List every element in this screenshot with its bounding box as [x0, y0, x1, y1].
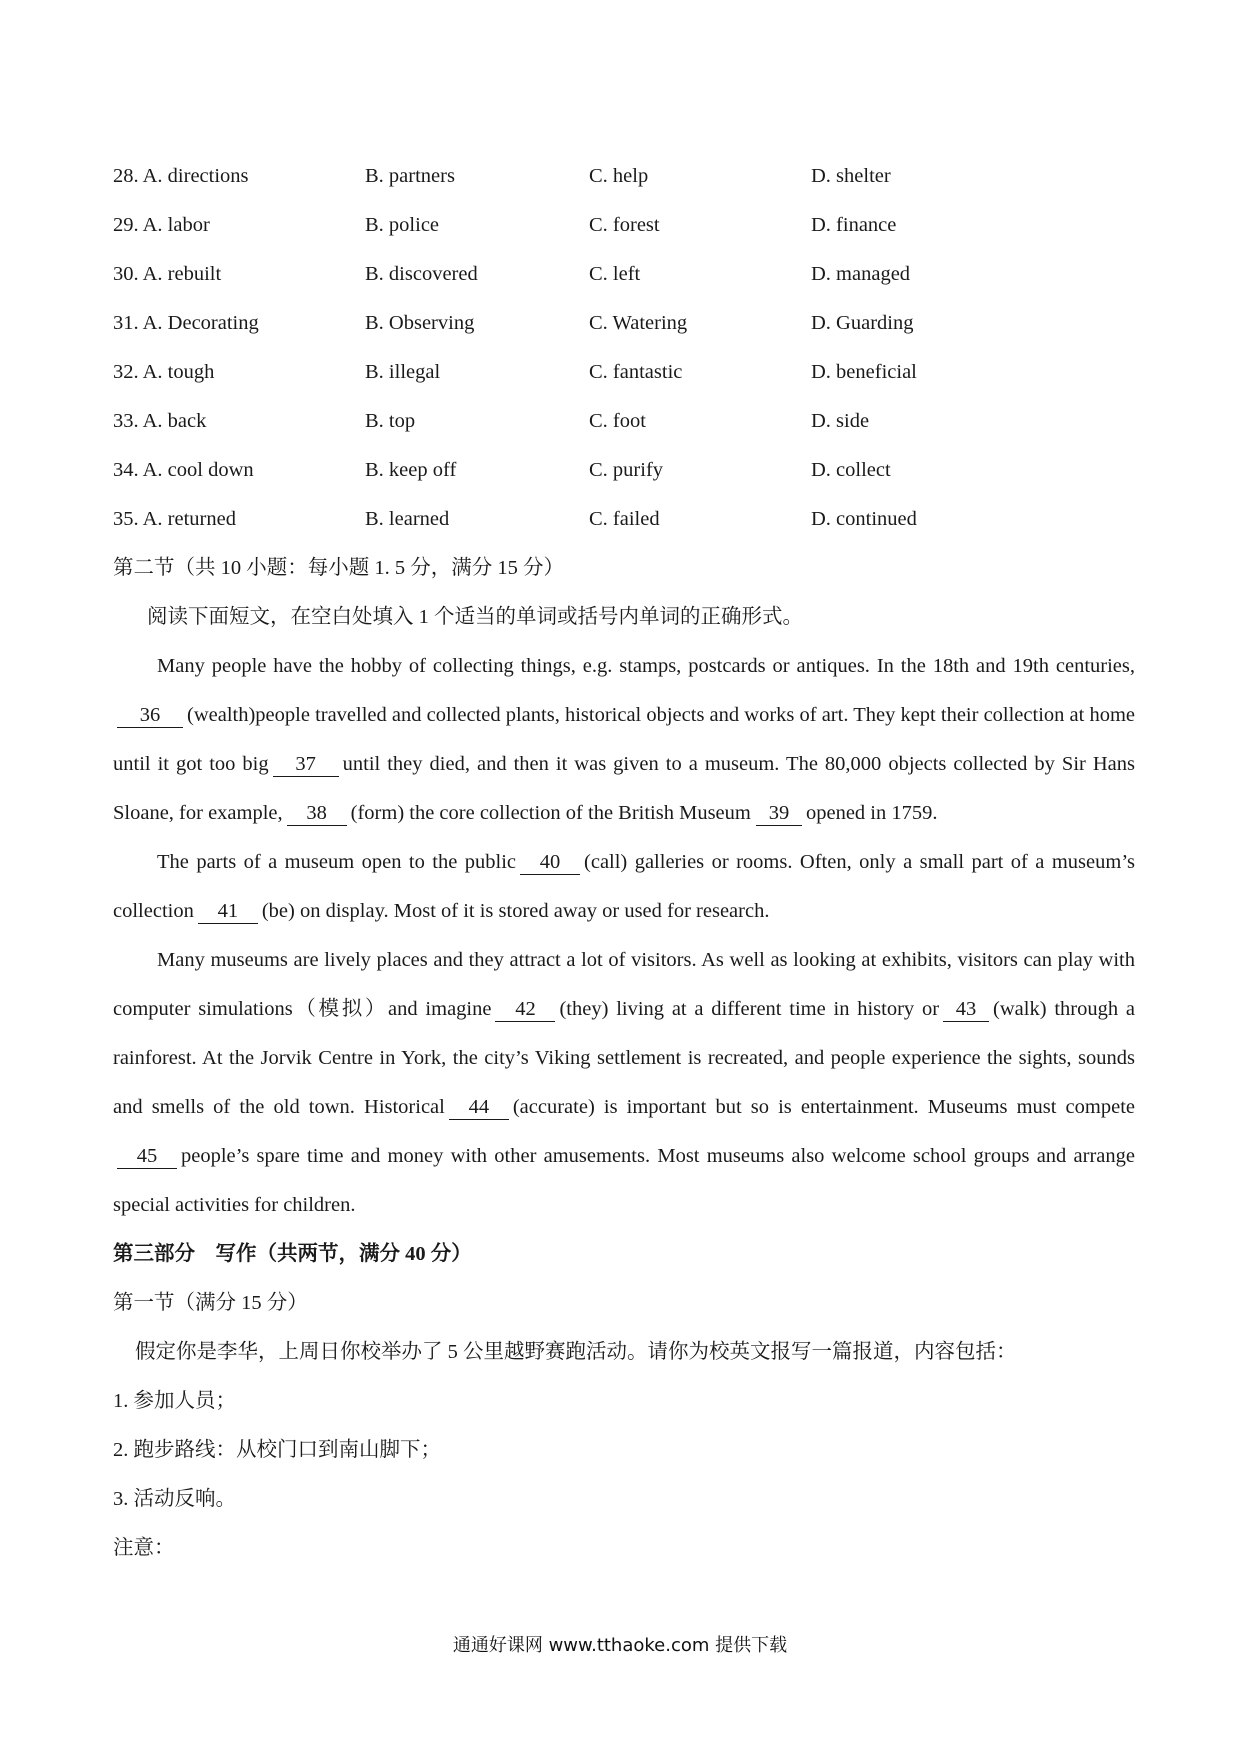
blank-37[interactable]: 37: [273, 752, 339, 777]
option-b: B. top: [365, 410, 416, 432]
blank-38[interactable]: 38: [287, 801, 347, 826]
writing-item-1: 1. 参加人员；: [113, 1390, 236, 1412]
passage-text: (they) living at a different time in history or: [559, 998, 940, 1020]
passage-text: opened in 1759.: [805, 802, 938, 824]
blank-43[interactable]: 43: [943, 997, 989, 1022]
option-b: B. discovered: [365, 263, 478, 285]
passage-text: Many museums are lively places and they attract a lot of visitors. As well as looking at exhibits, visitors can play with computer simulations（模拟）and imagine: [113, 949, 1135, 1020]
passage-text: (call) galleries or rooms. Often, only a small part of a museum’s collection: [113, 851, 1135, 922]
option-a: 32. A. tough: [113, 361, 215, 383]
section2-instruction: 阅读下面短文，在空白处填入 1 个适当的单词或括号内单词的正确形式。: [147, 606, 803, 628]
blank-39[interactable]: 39: [756, 801, 802, 826]
writing-prompt: 假定你是李华，上周日你校举办了 5 公里越野赛跑活动。请你为校英文报写一篇报道，内容包括：: [135, 1341, 1017, 1363]
reading-passage: [113, 642, 1135, 1230]
writing-item-3: 3. 活动反响。: [113, 1488, 236, 1510]
blank-36[interactable]: 36: [117, 703, 183, 728]
option-row: [113, 201, 1135, 250]
option-c: C. purify: [589, 459, 664, 481]
blank-41[interactable]: 41: [198, 899, 258, 924]
option-b: B. Observing: [365, 312, 475, 334]
option-a: 34. A. cool down: [113, 459, 254, 481]
option-c: C. fantastic: [589, 361, 683, 383]
option-b: B. keep off: [365, 459, 457, 481]
option-a: 31. A. Decorating: [113, 312, 259, 334]
passage-text: (walk) through a rainforest. At the Jorvik Centre in York, the city’s Viking settlement is recreated, and people experience the sights, sounds and smells of the old town. Historical: [113, 998, 1135, 1118]
option-row: [113, 299, 1135, 348]
option-row: [113, 348, 1135, 397]
passage-text: Many people have the hobby of collecting things, e.g. stamps, postcards or antiques. In the 18th and 19th centuries,: [157, 655, 1135, 677]
option-a: 29. A. labor: [113, 214, 210, 236]
part3-heading: 第三部分 写作（共两节，满分 40 分）: [113, 1243, 472, 1265]
option-a: 35. A. returned: [113, 508, 236, 530]
option-d: D. finance: [811, 214, 897, 236]
passage-text: The parts of a museum open to the public: [157, 851, 517, 873]
blank-45[interactable]: 45: [117, 1144, 177, 1169]
option-d: D. collect: [811, 459, 891, 481]
option-b: B. partners: [365, 165, 455, 187]
passage-paragraph-2: [113, 838, 1135, 936]
passage-text: (wealth)people travelled and collected plants, historical objects and works of art. They kept their collection at home until it got too big: [113, 704, 1135, 775]
option-d: D. Guarding: [811, 312, 914, 334]
option-row: [113, 250, 1135, 299]
writing-note: 注意：: [113, 1537, 175, 1559]
option-a: 33. A. back: [113, 410, 207, 432]
option-c: C. failed: [589, 508, 660, 530]
option-c: C. foot: [589, 410, 646, 432]
option-d: D. managed: [811, 263, 911, 285]
option-b: B. police: [365, 214, 440, 236]
option-d: D. continued: [811, 508, 917, 530]
passage-text: (accurate) is important but so is entertainment. Museums must compete: [512, 1096, 1135, 1118]
option-row: [113, 152, 1135, 201]
option-d: D. shelter: [811, 165, 891, 187]
passage-paragraph-1: [113, 642, 1135, 838]
passage-paragraph-3: [113, 936, 1135, 1230]
option-d: D. beneficial: [811, 361, 917, 383]
option-c: C. forest: [589, 214, 660, 236]
part3-section1-heading: 第一节（满分 15 分）: [113, 1292, 308, 1314]
options-list: [113, 152, 1135, 544]
footer-watermark: 通通好课网 www.tthaoke.com 提供下载: [452, 1635, 788, 1656]
section2-heading: 第二节（共 10 小题：每小题 1. 5 分，满分 15 分）: [113, 557, 564, 579]
passage-text: people’s spare time and money with other amusements. Most museums also welcome school groups and arrange special activities for children.: [113, 1145, 1135, 1216]
passage-text: (form) the core collection of the British Museum: [350, 802, 751, 824]
option-a: 28. A. directions: [113, 165, 249, 187]
blank-42[interactable]: 42: [495, 997, 555, 1022]
option-b: B. illegal: [365, 361, 441, 383]
option-row: [113, 397, 1135, 446]
blank-44[interactable]: 44: [449, 1095, 509, 1120]
option-d: D. side: [811, 410, 870, 432]
option-row: [113, 495, 1135, 544]
option-b: B. learned: [365, 508, 450, 530]
exam-page: [113, 152, 1135, 1573]
blank-40[interactable]: 40: [520, 850, 580, 875]
option-c: C. left: [589, 263, 641, 285]
writing-item-2: 2. 跑步路线：从校门口到南山脚下；: [113, 1439, 441, 1461]
passage-text: until they died, and then it was given to a museum. The 80,000 objects collected by Sir Hans Sloane, for example,: [113, 753, 1135, 824]
option-c: C. Watering: [589, 312, 688, 334]
option-c: C. help: [589, 165, 649, 187]
option-a: 30. A. rebuilt: [113, 263, 222, 285]
passage-text: (be) on display. Most of it is stored away or used for research.: [261, 900, 770, 922]
option-row: [113, 446, 1135, 495]
